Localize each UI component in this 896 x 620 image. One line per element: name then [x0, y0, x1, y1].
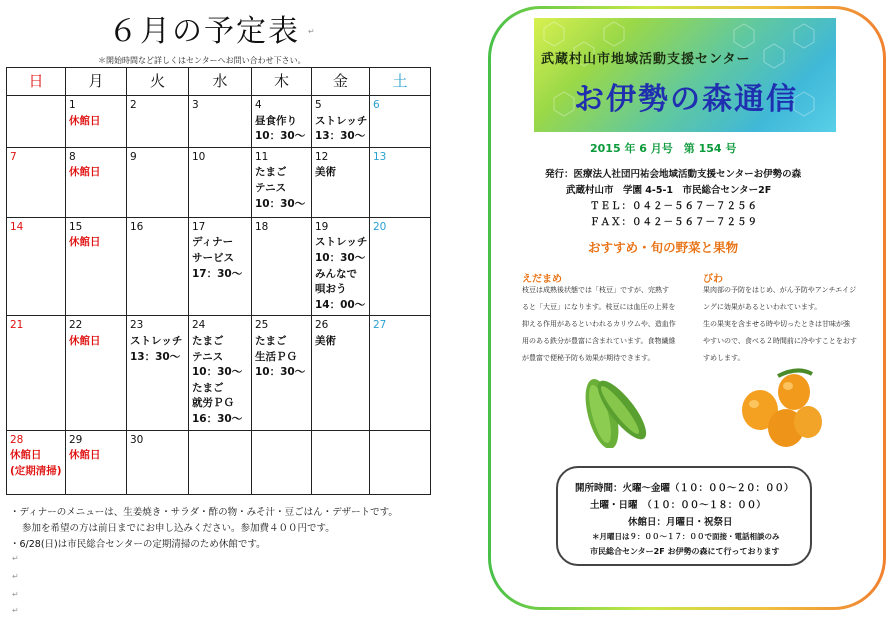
calendar-day-cell — [127, 147, 189, 217]
calendar-day-cell — [370, 316, 431, 430]
calendar-day-cell — [7, 217, 66, 316]
calendar-day-cell — [252, 316, 312, 430]
weekday-header: 日 — [7, 68, 66, 96]
calendar-event: たまご — [255, 166, 287, 179]
day-number: 22 — [69, 319, 83, 332]
footnote-dinner-apply: 参加を希望の方は前日までにお申し込みください。参加費４００円です。 — [22, 523, 335, 534]
calendar-event: 10：30～ — [315, 251, 366, 264]
calendar-event: テニス — [255, 181, 287, 194]
calendar-event: 休館日 — [10, 449, 42, 462]
edamame-image — [570, 368, 658, 448]
footnote-closure: ・6/28(日)は市民総合センターの定期清掃のため休館です。 — [10, 539, 266, 550]
calendar-week-row — [7, 147, 431, 217]
day-number: 8 — [69, 150, 76, 163]
calendar-week-row — [7, 96, 431, 148]
paragraph-mark: ↵ — [12, 590, 19, 599]
calendar-event: 10：30～ — [255, 197, 306, 210]
fruit-description: 果肉部の予防をはじめ、がん予防やアンチエイジ ングに効果があるといわれています。 生の果実を含ませる時や切ったときは甘味が強 やすいので、食べる２時間前に冷やすことをおす すめします。 — [703, 286, 857, 362]
day-number: 29 — [69, 433, 83, 446]
calendar-event: (定期清掃) — [10, 464, 62, 477]
day-number: 28 — [10, 433, 24, 446]
calendar-week-row — [7, 316, 431, 430]
day-number: 18 — [255, 220, 269, 233]
hours-monday-note: ＊月曜日は９：００～１７：００で面接・電話相談のみ — [592, 532, 780, 541]
calendar-event: 10：30～ — [192, 366, 243, 379]
day-number: 1 — [69, 99, 76, 111]
calendar-week-row — [7, 217, 431, 316]
day-number: 13 — [373, 150, 387, 163]
weekday-header: 月 — [66, 68, 127, 96]
weekday-header: 木 — [252, 68, 312, 96]
day-number: 11 — [255, 150, 269, 163]
day-number: 7 — [10, 150, 17, 163]
vegetable-title: えだまめ — [522, 274, 562, 285]
issue-number: 2015 年 6 月号 第 154 号 — [590, 142, 737, 155]
telephone: ＴＥＬ：０４２－５６７－７２５６ — [590, 201, 759, 212]
calendar-day-cell — [252, 217, 312, 316]
banner-subtitle: 武蔵村山市地域活動支援センター — [541, 52, 751, 67]
calendar-day-cell — [312, 147, 370, 217]
day-number: 27 — [373, 319, 387, 332]
calendar-event: ストレッチ — [315, 114, 368, 127]
day-number: 14 — [10, 220, 24, 233]
calendar-event: 17：30～ — [192, 267, 243, 280]
calendar-day-cell — [370, 217, 431, 316]
calendar-day-cell — [252, 147, 312, 217]
day-number: 19 — [315, 220, 329, 233]
paragraph-mark: ↵ — [308, 27, 315, 36]
weekday-header: 土 — [370, 68, 431, 96]
paragraph-mark: ↵ — [12, 606, 19, 615]
calendar-day-cell — [7, 430, 66, 494]
weekday-header: 火 — [127, 68, 189, 96]
calendar-day-cell — [189, 96, 252, 148]
calendar-event: みんなで — [315, 267, 357, 280]
calendar-event: 休館日 — [69, 449, 101, 462]
calendar-event: 休館日 — [69, 166, 101, 179]
day-number: 5 — [315, 99, 322, 111]
calendar-day-cell — [370, 147, 431, 217]
calendar-day-cell — [189, 147, 252, 217]
calendar-day-cell — [312, 316, 370, 430]
fax: ＦＡＸ：０４２－５６７－７２５９ — [590, 217, 759, 228]
calendar-day-cell — [312, 430, 370, 494]
day-number: 6 — [373, 99, 380, 111]
calendar-day-cell — [7, 316, 66, 430]
footnote-dinner-menu: ・ディナーのメニューは、生姜焼き・サラダ・酢の物・みそ汁・豆ごはん・デザートです。 — [10, 507, 398, 518]
calendar-event: たまご — [255, 334, 287, 347]
calendar-event: 唄おう — [315, 283, 347, 296]
calendar-day-cell — [312, 217, 370, 316]
section-title: おすすめ・旬の野菜と果物 — [588, 240, 739, 255]
calendar-event: 休館日 — [69, 114, 101, 127]
calendar-day-cell — [66, 316, 127, 430]
weekday-header: 水 — [189, 68, 252, 96]
page-title: ６月の予定表 — [108, 14, 300, 49]
calendar-day-cell — [252, 430, 312, 494]
calendar-day-cell — [66, 217, 127, 316]
publisher: 発行：医療法人社団円祐会地域活動支援センターお伊勢の森 — [545, 169, 802, 180]
calendar-event: ストレッチ — [315, 236, 368, 249]
calendar-event: 10：30～ — [255, 366, 306, 379]
day-number: 24 — [192, 319, 206, 332]
calendar-day-cell — [127, 316, 189, 430]
day-number: 4 — [255, 99, 262, 111]
calendar-event: 13：30～ — [130, 350, 181, 363]
day-number: 20 — [373, 220, 387, 233]
hours-weekday: 開所時間：火曜～金曜（１０：００～２０：００） — [575, 483, 794, 494]
calendar-event: サービス — [192, 251, 234, 264]
day-number: 17 — [192, 220, 206, 233]
calendar-day-cell — [66, 96, 127, 148]
banner-title: お伊勢の森通信 — [574, 82, 798, 117]
calendar-event: たまご — [192, 381, 224, 394]
calendar-day-cell — [7, 147, 66, 217]
calendar-day-cell — [7, 96, 66, 148]
day-number: 21 — [10, 319, 24, 332]
calendar-day-cell — [127, 430, 189, 494]
calendar-event: たまご — [192, 334, 224, 347]
day-number: 16 — [130, 220, 144, 233]
address: 武蔵村山市 学園 4-5-1 市民総合センター2F — [566, 185, 772, 196]
vegetable-description: 枝豆は成熟後状態では「枝豆」ですが、完熟す ると「大豆」になります。枝豆には血圧の上昇を 抑える作用があるといわれるカリウムや、造血作 用のある鉄分が豊富に含まれています。食物繊維 が豊富で便秘予防も効果が期待できます。 — [522, 286, 676, 362]
calendar-note: ＊開始時間など詳しくはセンターへお問い合わせ下さい。 — [98, 56, 306, 65]
day-number: 3 — [192, 99, 199, 111]
calendar-event: 昼食作り — [255, 114, 297, 127]
calendar-day-cell — [189, 430, 252, 494]
calendar-event: 休館日 — [69, 236, 101, 249]
calendar-event: ディナー — [192, 236, 234, 249]
calendar-event: 13：30～ — [315, 130, 366, 143]
calendar-day-cell — [66, 147, 127, 217]
calendar-event: 10：30～ — [255, 130, 306, 143]
hours-closed-days: 休館日：月曜日・祝祭日 — [628, 517, 733, 528]
calendar-event: 16：30～ — [192, 412, 243, 425]
calendar-event: 14：00～ — [315, 298, 366, 311]
day-number: 10 — [192, 150, 206, 163]
calendar-day-cell — [189, 217, 252, 316]
calendar-day-cell — [189, 316, 252, 430]
calendar-event: 美術 — [315, 334, 336, 347]
fruit-title: びわ — [703, 274, 723, 285]
calendar-table — [6, 67, 431, 495]
day-number: 9 — [130, 150, 137, 163]
calendar-day-cell — [127, 217, 189, 316]
day-number: 15 — [69, 220, 83, 233]
day-number: 23 — [130, 319, 144, 332]
calendar-event: 休館日 — [69, 334, 101, 347]
loquat-image — [738, 368, 828, 450]
calendar-day-cell — [370, 96, 431, 148]
weekday-header: 金 — [312, 68, 370, 96]
calendar-day-cell — [66, 430, 127, 494]
calendar-day-cell — [127, 96, 189, 148]
calendar-day-cell — [312, 96, 370, 148]
calendar-event: 就労ＰＧ — [192, 397, 234, 410]
calendar-event: テニス — [192, 350, 224, 363]
hours-location: 市民総合センター2F お伊勢の森にて行っております — [590, 547, 780, 556]
calendar-day-cell — [370, 430, 431, 494]
weekday-header-row — [7, 68, 431, 96]
day-number: 30 — [130, 433, 144, 446]
calendar-week-row — [7, 430, 431, 494]
day-number: 26 — [315, 319, 329, 332]
calendar-event: ストレッチ — [130, 334, 183, 347]
paragraph-mark: ↵ — [12, 554, 19, 563]
paragraph-mark: ↵ — [12, 572, 19, 581]
calendar-event: 生活ＰＧ — [255, 350, 297, 363]
day-number: 2 — [130, 99, 137, 111]
day-number: 12 — [315, 150, 329, 163]
day-number: 25 — [255, 319, 269, 332]
hours-weekend: 土曜・日曜 （１０：００～１８：００） — [590, 500, 766, 511]
calendar-event: 美術 — [315, 166, 336, 179]
calendar-day-cell — [252, 96, 312, 148]
